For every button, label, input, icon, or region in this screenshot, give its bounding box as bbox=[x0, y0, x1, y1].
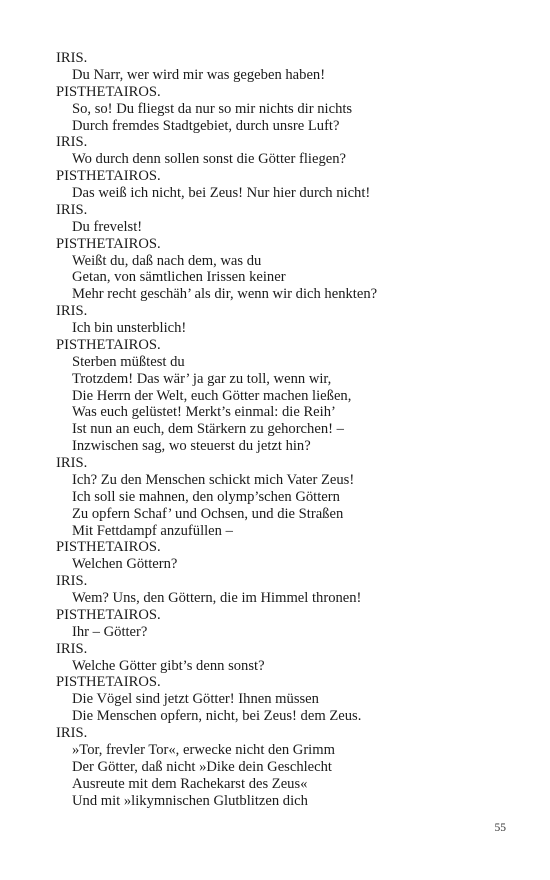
verse-line: Welche Götter gibt’s denn sonst? bbox=[72, 657, 265, 674]
verse-line: Getan, von sämtlichen Irissen keiner bbox=[72, 269, 286, 286]
verse-line: »Tor, frevler Tor«, erwecke nicht den Grimm bbox=[72, 741, 335, 758]
verse-line: Ich bin unsterblich! bbox=[72, 320, 187, 336]
speaker-name: PISTHETAIROS. bbox=[56, 235, 161, 252]
verse-line: Inzwischen sag, wo steuerst du jetzt hin? bbox=[72, 438, 311, 455]
speaker-name: IRIS. bbox=[56, 134, 88, 151]
speaker-name: IRIS. bbox=[56, 303, 88, 320]
speaker-name: PISTHETAIROS. bbox=[56, 674, 161, 691]
speaker-name: IRIS. bbox=[56, 725, 88, 741]
speaker-name: IRIS. bbox=[56, 201, 88, 218]
speaker-name: PISTHETAIROS. bbox=[56, 168, 161, 185]
page-number: 55 bbox=[494, 822, 506, 834]
verse-line: Der Götter, daß nicht »Dike dein Geschlecht bbox=[72, 758, 332, 775]
dialogue-text bbox=[56, 50, 516, 809]
verse-line: Die Menschen opfern, nicht, bei Zeus! dem Zeus. bbox=[72, 708, 362, 725]
verse-line: Wo durch denn sollen sonst die Götter fliegen? bbox=[72, 151, 347, 168]
verse-line: Welchen Göttern? bbox=[72, 556, 178, 573]
speaker-name: PISTHETAIROS. bbox=[56, 539, 161, 556]
verse-line: Du Narr, wer wird mir was gegeben haben! bbox=[72, 66, 326, 83]
speaker-name: PISTHETAIROS. bbox=[56, 336, 161, 353]
verse-line: Du frevelst! bbox=[72, 218, 143, 235]
verse-line: Wem? Uns, den Göttern, die im Himmel thronen! bbox=[72, 590, 362, 606]
speaker-name: IRIS. bbox=[56, 573, 88, 590]
verse-line: Ihr – Götter? bbox=[72, 623, 148, 640]
speaker-name: PISTHETAIROS. bbox=[56, 83, 161, 100]
speaker-name: PISTHETAIROS. bbox=[56, 606, 161, 623]
verse-line: Zu opfern Schaf’ und Ochsen, und die Straßen bbox=[72, 505, 344, 522]
verse-line: Ausreute mit dem Rachekarst des Zeus« bbox=[72, 775, 308, 792]
verse-line: Mehr recht geschäh’ als dir, wenn wir dich henkten? bbox=[72, 286, 378, 303]
speaker-name: IRIS. bbox=[56, 640, 88, 657]
verse-line: Und mit »likymnischen Glutblitzen dich bbox=[72, 792, 308, 809]
verse-line: Ist nun an euch, dem Stärkern zu gehorchen! – bbox=[72, 421, 344, 438]
verse-line: Weißt du, daß nach dem, was du bbox=[72, 252, 262, 269]
verse-line: Ich? Zu den Menschen schickt mich Vater Zeus! bbox=[72, 471, 355, 488]
verse-line: Sterben müßtest du bbox=[72, 353, 185, 370]
speaker-name: IRIS. bbox=[56, 50, 88, 66]
verse-line: Trotzdem! Das wär’ ja gar zu toll, wenn wir, bbox=[72, 370, 332, 387]
speaker-name: IRIS. bbox=[56, 455, 88, 471]
verse-line: Was euch gelüstet! Merkt’s einmal: die Reih’ bbox=[72, 404, 336, 421]
verse-line: Mit Fettdampf anzufüllen – bbox=[72, 522, 233, 539]
verse-line: Ich soll sie mahnen, den olymp’schen Göttern bbox=[72, 488, 340, 505]
verse-line: Die Herrn der Welt, euch Götter machen ließen, bbox=[72, 387, 352, 404]
verse-line: Die Vögel sind jetzt Götter! Ihnen müssen bbox=[72, 691, 319, 708]
verse-line: So, so! Du fliegst da nur so mir nichts dir nichts bbox=[72, 100, 353, 117]
verse-line: Das weiß ich nicht, bei Zeus! Nur hier durch nicht! bbox=[72, 185, 371, 201]
verse-line: Durch fremdes Stadtgebiet, durch unsre Luft? bbox=[72, 117, 340, 134]
